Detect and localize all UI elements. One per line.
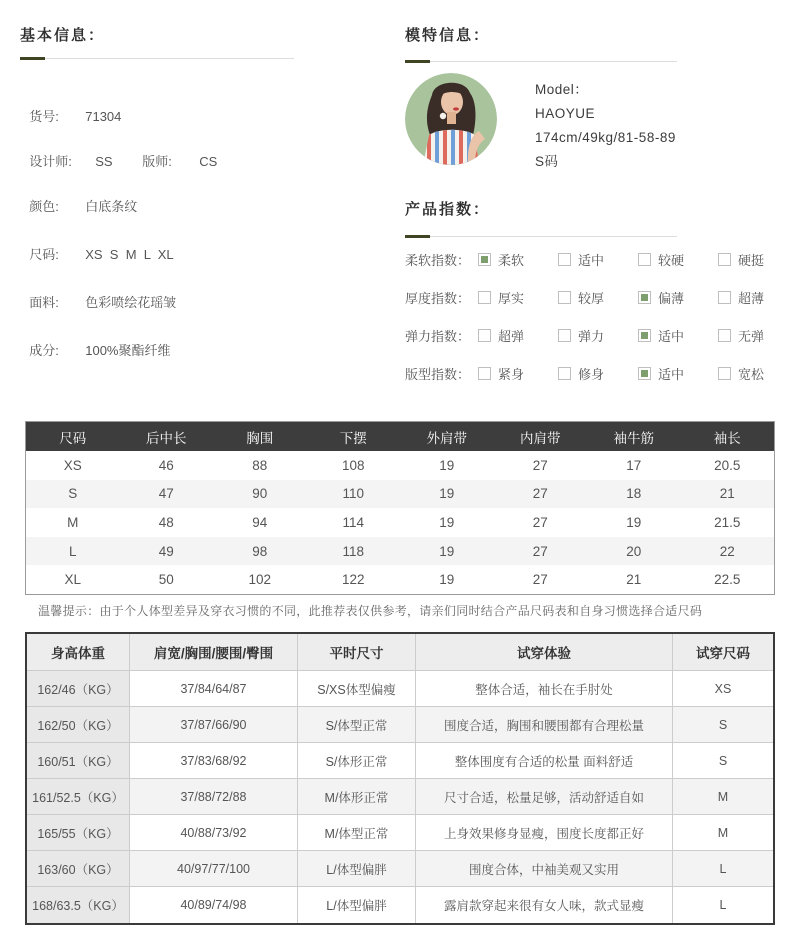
color-label: 颜色: (29, 199, 59, 214)
index-option-label: 较厚 (578, 291, 605, 306)
checkbox-icon[interactable] (478, 367, 491, 380)
size-tip-text: 温馨提示：由于个人体型差异及穿衣习惯的不同，此推荐表仅供参考，请亲们同时结合产品尺码表和自身习惯选择合适尺码 (38, 604, 703, 618)
size-cell: 122 (341, 572, 365, 588)
checkbox-icon[interactable] (718, 367, 731, 380)
size-col-header: 袖牛筋 (613, 430, 654, 446)
size-cell: 49 (158, 543, 174, 559)
fit-cell: XS (673, 671, 773, 707)
fabric-label: 面料: (29, 295, 59, 310)
designer-label: 设计师: (29, 154, 72, 169)
index-option-label: 厚实 (498, 291, 525, 306)
checkbox-icon[interactable] (558, 329, 571, 342)
fit-cell: 围度合适，胸围和腰围都有合理松量 (416, 707, 673, 743)
try-on-table (25, 632, 775, 925)
fit-cell: 露肩款穿起来很有女人味，款式显瘦 (416, 887, 673, 923)
fit-cell: 40/88/73/92 (130, 815, 298, 851)
size-cell: XS (63, 457, 82, 473)
index-option[interactable] (718, 288, 764, 307)
fit-cell: 围度合体，中袖美观又实用 (416, 851, 673, 887)
index-option[interactable] (638, 250, 718, 269)
fit-col-header: 试穿尺码 (673, 634, 773, 671)
fit-cell: M/体型正常 (298, 815, 416, 851)
item-no-label: 货号: (29, 109, 59, 124)
fit-cell: L/体型偏胖 (298, 851, 416, 887)
size-cell: 18 (626, 486, 642, 502)
try-on-row (27, 815, 773, 851)
fit-cell: S/体型正常 (298, 707, 416, 743)
size-row (22, 229, 174, 263)
fit-cell: L/体型偏胖 (298, 887, 416, 923)
index-option-label: 紧身 (498, 367, 525, 382)
basic-info-divider (20, 57, 294, 60)
index-option[interactable] (558, 250, 638, 269)
size-table-row (26, 480, 774, 509)
index-option[interactable] (638, 326, 718, 345)
fit-cell: 37/83/68/92 (130, 743, 298, 779)
checkbox-icon[interactable] (638, 291, 651, 304)
checkbox-icon[interactable] (638, 253, 651, 266)
size-cell: 102 (248, 572, 272, 588)
fit-col-header: 肩宽/胸围/腰围/臀围 (130, 634, 298, 671)
thickness-index-label: 厚度指数： (405, 291, 471, 306)
model-name: HAOYUE (535, 106, 596, 121)
fit-cell: 165/55（KG） (27, 815, 130, 851)
index-option[interactable] (718, 364, 764, 383)
size-cell: 94 (252, 514, 268, 530)
model-photo-illustration (405, 73, 497, 165)
fit-cell: 37/88/72/88 (130, 779, 298, 815)
fit-cell: 37/84/64/87 (130, 671, 298, 707)
index-option-label: 适中 (658, 367, 685, 382)
model-photo (405, 73, 497, 165)
fit-cell: 尺寸合适，松量足够，活动舒适自如 (416, 779, 673, 815)
index-option-label: 适中 (578, 253, 605, 268)
fit-cell: 163/60（KG） (27, 851, 130, 887)
size-table (25, 421, 775, 595)
size-cell: 90 (252, 486, 268, 502)
size-cell: 19 (439, 457, 455, 473)
checkbox-icon[interactable] (558, 367, 571, 380)
size-col-header: 下摆 (339, 430, 367, 446)
checkbox-icon[interactable] (718, 253, 731, 266)
checkbox-icon[interactable] (558, 291, 571, 304)
size-cell: 98 (252, 543, 268, 559)
fit-cell: M/体形正常 (298, 779, 416, 815)
checkbox-icon[interactable] (718, 291, 731, 304)
color-value: 白底条纹 (85, 199, 138, 214)
size-cell: 50 (158, 572, 174, 588)
size-cell: 48 (158, 514, 174, 530)
fit-cell: 40/97/77/100 (130, 851, 298, 887)
size-cell: 22.5 (714, 572, 741, 588)
size-cell: 17 (626, 457, 642, 473)
try-on-table-header (27, 634, 773, 671)
fit-cell: M (673, 815, 773, 851)
try-on-row (27, 743, 773, 779)
size-cell: 46 (158, 457, 174, 473)
size-table-row (26, 537, 774, 566)
checkbox-icon[interactable] (478, 253, 491, 266)
size-cell: 19 (439, 572, 455, 588)
size-cell: 22 (719, 543, 735, 559)
fit-cell: 37/87/66/90 (130, 707, 298, 743)
index-option-label: 柔软 (498, 253, 525, 268)
size-cell: S (68, 486, 78, 502)
index-option-label: 适中 (658, 329, 685, 344)
size-col-header: 袖长 (713, 430, 741, 446)
elasticity-index-row (405, 326, 790, 345)
size-cell: 21 (626, 572, 642, 588)
size-table-row (26, 508, 774, 537)
size-table-header (26, 422, 774, 451)
index-option-label: 偏薄 (658, 291, 685, 306)
index-option[interactable] (478, 250, 558, 269)
index-option-label: 较硬 (658, 253, 685, 268)
size-table-row (26, 565, 774, 594)
try-on-row (27, 851, 773, 887)
index-option[interactable] (638, 288, 718, 307)
try-on-row (27, 887, 773, 923)
size-cell: XL (64, 572, 81, 588)
fit-index-label: 版型指数： (405, 367, 471, 382)
fit-cell: L (673, 851, 773, 887)
fit-col-header: 平时尺寸 (298, 634, 416, 671)
index-option[interactable] (558, 288, 638, 307)
fit-cell: S/XS体型偏瘦 (298, 671, 416, 707)
fit-col-header: 试穿体验 (416, 634, 673, 671)
size-cell: 27 (532, 543, 548, 559)
index-option-label: 修身 (578, 367, 605, 382)
index-option[interactable] (558, 364, 638, 383)
checkbox-icon[interactable] (638, 329, 651, 342)
fit-cell: 168/63.5（KG） (27, 887, 130, 923)
product-index-divider (405, 235, 677, 238)
color-row (22, 181, 137, 215)
size-cell: 114 (342, 514, 365, 530)
index-option[interactable] (718, 250, 764, 269)
size-cell: 27 (532, 457, 548, 473)
checkbox-icon[interactable] (638, 367, 651, 380)
fabric-value: 色彩喷绘花瑶皱 (85, 295, 177, 310)
softness-index-label: 柔软指数： (405, 253, 471, 268)
designer-row (22, 136, 217, 170)
fit-cell: S/体形正常 (298, 743, 416, 779)
fit-cell: 整体围度有合适的松量 面料舒适 (416, 743, 673, 779)
index-option-label: 无弹 (738, 329, 765, 344)
size-cell: 19 (439, 486, 455, 502)
index-option[interactable] (478, 364, 558, 383)
size-cell: 19 (439, 543, 455, 559)
index-option-label: 超薄 (738, 291, 765, 306)
size-col-header: 尺码 (59, 430, 87, 446)
size-cell: M (67, 514, 79, 530)
softness-index-row (405, 250, 790, 269)
fit-cell: 161/52.5（KG） (27, 779, 130, 815)
size-cell: 20 (626, 543, 642, 559)
try-on-row (27, 671, 773, 707)
index-option[interactable] (558, 326, 638, 345)
fit-cell: M (673, 779, 773, 815)
size-cell: 118 (342, 543, 365, 559)
fit-cell: 上身效果修身显瘦，围度长度都正好 (416, 815, 673, 851)
fit-cell: S (673, 743, 773, 779)
size-table-row (26, 451, 774, 480)
size-col-header: 胸围 (246, 430, 274, 446)
size-cell: 21 (719, 486, 735, 502)
size-cell: L (68, 543, 77, 559)
size-col-header: 内肩带 (520, 430, 561, 446)
fit-cell: 162/50（KG） (27, 707, 130, 743)
model-stats: 174cm/49kg/81-58-89 (535, 130, 676, 145)
model-info-title: 模特信息： (405, 27, 491, 44)
checkbox-icon[interactable] (478, 329, 491, 342)
model-details (535, 78, 676, 174)
size-cell: 47 (158, 486, 174, 502)
size-value: XS S M L XL (85, 247, 174, 262)
thickness-index-row (405, 288, 790, 307)
size-cell: 21.5 (714, 514, 741, 530)
fit-cell: 162/46（KG） (27, 671, 130, 707)
size-label: 尺码: (29, 247, 59, 262)
fit-cell: 整体合适，袖长在手肘处 (416, 671, 673, 707)
size-cell: 88 (252, 457, 268, 473)
fabric-row (22, 277, 176, 311)
fit-col-header: 身高体重 (27, 634, 130, 671)
product-index-title: 产品指数： (405, 201, 491, 218)
fit-cell: S (673, 707, 773, 743)
composition-label: 成分: (29, 343, 59, 358)
index-option[interactable] (718, 326, 764, 345)
composition-value: 100%聚酯纤维 (85, 343, 171, 358)
index-option-label: 宽松 (738, 367, 765, 382)
fit-cell: 160/51（KG） (27, 743, 130, 779)
designer-value: SS (95, 154, 113, 169)
size-cell: 108 (341, 457, 365, 473)
model-info-divider (405, 60, 677, 63)
model-size: S码 (535, 154, 559, 169)
fit-index-row (405, 364, 790, 383)
composition-row (22, 325, 170, 359)
size-col-header: 后中长 (146, 430, 187, 446)
size-cell: 20.5 (714, 457, 741, 473)
basic-info-title: 基本信息： (20, 27, 106, 44)
index-option-label: 弹力 (578, 329, 605, 344)
index-option-label: 超弹 (498, 329, 525, 344)
size-cell: 27 (532, 486, 548, 502)
item-no-row (22, 91, 121, 125)
elasticity-index-label: 弹力指数： (405, 329, 471, 344)
size-cell: 27 (532, 572, 548, 588)
index-option-label: 硬挺 (738, 253, 765, 268)
pattern-maker-label: 版师: (142, 154, 172, 169)
index-option[interactable] (478, 288, 558, 307)
size-cell: 27 (532, 514, 548, 530)
fit-cell: L (673, 887, 773, 923)
size-cell: 19 (626, 514, 642, 530)
try-on-row (27, 779, 773, 815)
index-option[interactable] (638, 364, 718, 383)
index-option[interactable] (478, 326, 558, 345)
try-on-row (27, 707, 773, 743)
size-col-header: 外肩带 (426, 430, 467, 446)
size-cell: 19 (439, 514, 455, 530)
fit-cell: 40/89/74/98 (130, 887, 298, 923)
checkbox-icon[interactable] (718, 329, 731, 342)
checkbox-icon[interactable] (558, 253, 571, 266)
size-cell: 110 (342, 486, 365, 502)
pattern-maker-value: CS (199, 154, 218, 169)
model-label: Model： (535, 82, 589, 97)
item-no-value: 71304 (85, 109, 122, 124)
checkbox-icon[interactable] (478, 291, 491, 304)
